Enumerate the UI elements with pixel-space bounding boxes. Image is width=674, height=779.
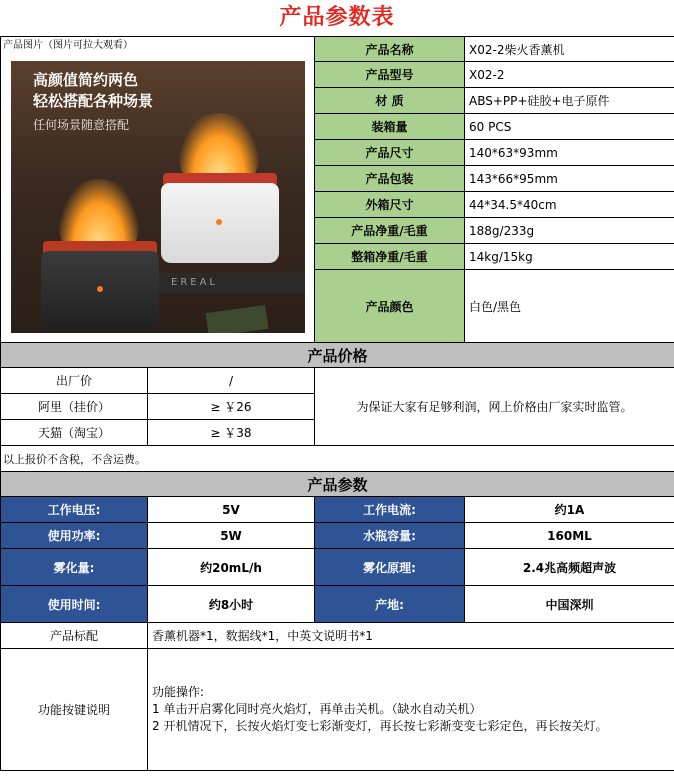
param-value: 中国深圳 (465, 586, 674, 623)
photo-book: EREAL (131, 273, 305, 293)
price-label: 阿里（挂价） (1, 394, 148, 420)
spec-label: 产品包装 (315, 166, 465, 192)
param-value: 2.4兆高频超声波 (465, 549, 674, 586)
param-label: 产地: (315, 586, 465, 623)
functions-line: 2 开机情况下，长按火焰灯变七彩渐变灯，再长按七彩渐变变七彩定色，再长按关灯。 (152, 719, 608, 733)
param-value: 5V (148, 497, 315, 523)
product-photo (11, 61, 305, 333)
spec-value: X02-2 (465, 62, 674, 88)
param-value: 约1A (465, 497, 674, 523)
spec-value: 60 PCS (465, 114, 674, 140)
photo-small-box (206, 305, 269, 333)
accessories-label: 产品标配 (1, 623, 148, 649)
photo-headline-2: 轻松搭配各种场景 (33, 92, 154, 110)
spec-value: 白色/黑色 (465, 270, 674, 343)
spec-label: 外箱尺寸 (315, 192, 465, 218)
spec-label: 产品名称 (315, 37, 465, 62)
accessories-value: 香薰机器*1，数据线*1，中英文说明书*1 (148, 623, 674, 649)
functions-line: 1 单击开启雾化同时亮火焰灯，再单击关机。（缺水自动关机） (152, 702, 482, 716)
price-value: / (148, 368, 315, 394)
price-note: 为保证大家有足够利润，网上价格由厂家实时监管。 (315, 368, 674, 446)
photo-label: 产品图片（图片可拉大观看） (3, 40, 133, 51)
functions-description (148, 649, 674, 771)
photo-headline-1: 高颜值简约两色 (33, 71, 139, 89)
spec-value: 44*34.5*40cm (465, 192, 674, 218)
page-title: 产品参数表 (279, 5, 395, 30)
spec-label: 装箱量 (315, 114, 465, 140)
product-photo-cell (1, 37, 315, 343)
spec-value: 143*66*95mm (465, 166, 674, 192)
param-label: 水瓶容量: (315, 523, 465, 549)
device-black-light (97, 286, 103, 292)
param-label: 使用时间: (1, 586, 148, 623)
param-label: 雾化原理: (315, 549, 465, 586)
param-label: 工作电流: (315, 497, 465, 523)
price-section-heading: 产品价格 (1, 343, 674, 368)
param-value: 5W (148, 523, 315, 549)
price-label: 天猫（淘宝） (1, 420, 148, 446)
device-white-light (216, 219, 222, 225)
spec-value: ABS+PP+硅胶+电子原件 (465, 88, 674, 114)
spec-value: X02-2柴火香薰机 (465, 37, 674, 62)
params-section-heading: 产品参数 (1, 472, 674, 497)
spec-label: 整箱净重/毛重 (315, 244, 465, 270)
price-footnote: 以上报价不含税，不含运费。 (1, 446, 674, 472)
param-value: 约20mL/h (148, 549, 315, 586)
price-value: ≥ ￥26 (148, 394, 315, 420)
spec-label: 材 质 (315, 88, 465, 114)
price-value: ≥ ￥38 (148, 420, 315, 446)
param-value: 约8小时 (148, 586, 315, 623)
param-label: 工作电压: (1, 497, 148, 523)
spec-value: 140*63*93mm (465, 140, 674, 166)
functions-line: 功能操作: (152, 685, 205, 699)
functions-label: 功能按键说明 (1, 649, 148, 771)
spec-label: 产品尺寸 (315, 140, 465, 166)
spec-value: 14kg/15kg (465, 244, 674, 270)
spec-label: 产品型号 (315, 62, 465, 88)
spec-label: 产品净重/毛重 (315, 218, 465, 244)
spec-label: 产品颜色 (315, 270, 465, 343)
photo-subline: 任何场景随意搭配 (33, 118, 130, 132)
spec-value: 188g/233g (465, 218, 674, 244)
param-label: 使用功率: (1, 523, 148, 549)
spec-table (0, 36, 674, 771)
param-value: 160ML (465, 523, 674, 549)
param-label: 雾化量: (1, 549, 148, 586)
price-label: 出厂价 (1, 368, 148, 394)
